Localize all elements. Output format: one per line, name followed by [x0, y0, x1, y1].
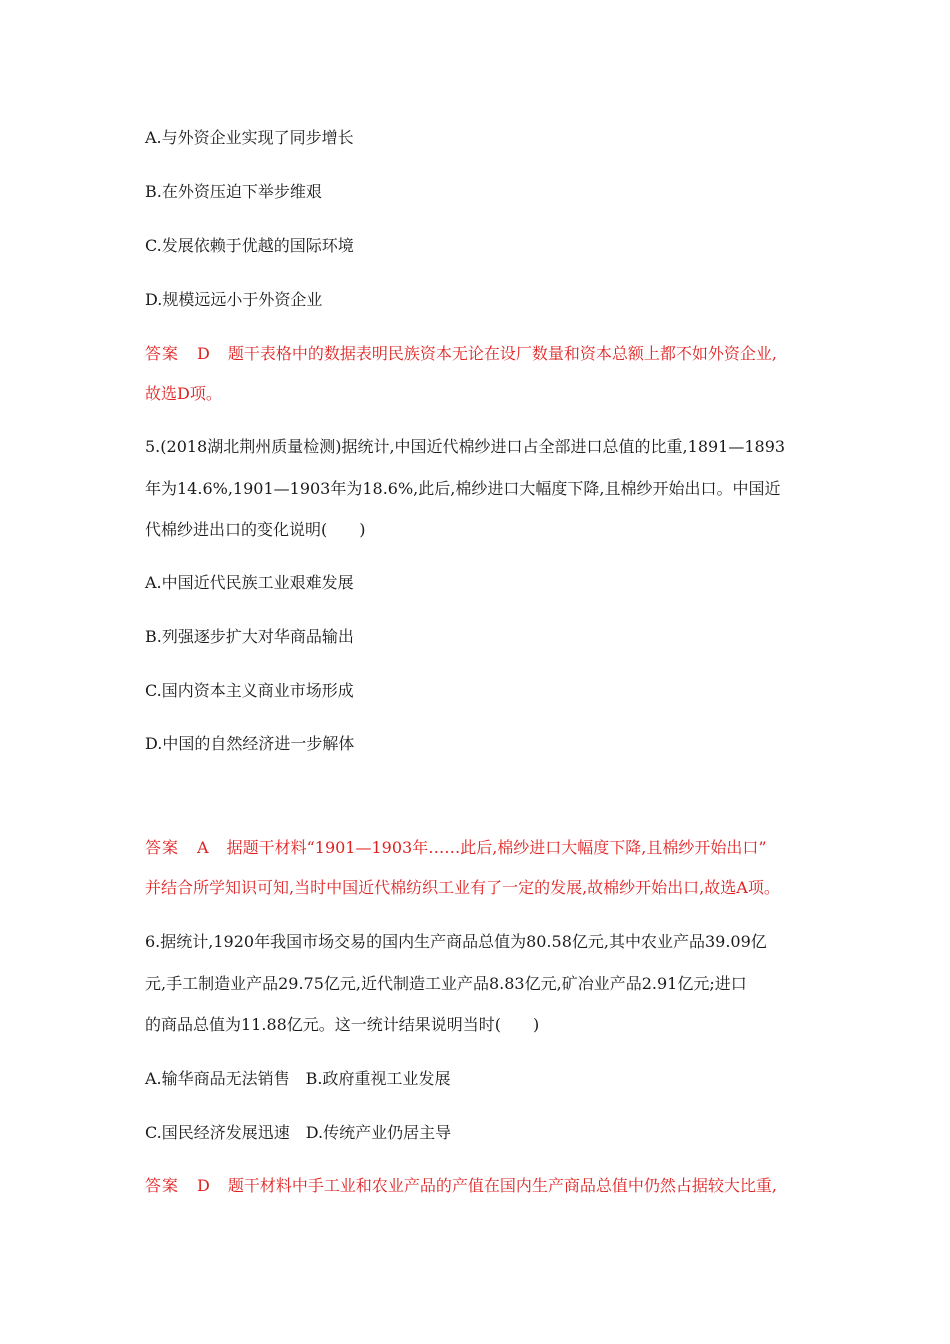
q6-stem-line-3: 的商品总值为11.88亿元。这一统计结果说明当时( ) — [145, 1015, 540, 1034]
q4-answer-letter: D — [197, 344, 210, 363]
q5-stem-line-3: 代棉纱进出口的变化说明( ) — [145, 520, 366, 539]
q6-options-cd: C.国民经济发展迅速 D.传统产业仍居主导 — [145, 1123, 452, 1142]
q4-answer-line-1 — [145, 344, 777, 364]
q5-option-c: C.国内资本主义商业市场形成 — [145, 681, 354, 700]
q5-answer-letter: A — [197, 838, 209, 857]
q5-stem-line-2: 年为14.6%,1901—1903年为18.6%,此后,棉纱进口大幅度下降,且棉纱开始出口。中国近 — [145, 479, 781, 498]
q4-option-a: A.与外资企业实现了同步增长 — [145, 128, 354, 147]
q6-answer-tag: 答案 — [145, 1176, 180, 1195]
q4-answer-tag: 答案 — [145, 344, 180, 363]
q5-answer-tag: 答案 — [145, 838, 180, 857]
q5-answer-line-1 — [145, 838, 767, 858]
q4-answer-line-2: 故选D项。 — [145, 384, 222, 403]
q4-option-b: B.在外资压迫下举步维艰 — [145, 182, 322, 201]
q5-option-d: D.中国的自然经济进一步解体 — [145, 734, 355, 753]
q5-answer-text: 据题干材料“1901—1903年……此后,棉纱进口大幅度下降,且棉纱开始出口” — [226, 838, 767, 857]
q6-stem-line-1: 6.据统计,1920年我国市场交易的国内生产商品总值为80.58亿元,其中农业产品39.09亿 — [145, 932, 767, 951]
q5-answer-line-2: 并结合所学知识可知,当时中国近代棉纺织工业有了一定的发展,故棉纱开始出口,故选A项。 — [145, 878, 780, 897]
q6-answer-letter: D — [197, 1176, 210, 1195]
q5-stem-line-1: 5.(2018湖北荆州质量检测)据统计,中国近代棉纱进口占全部进口总值的比重,1891—1893 — [145, 437, 786, 456]
q6-answer-text: 题干材料中手工业和农业产品的产值在国内生产商品总值中仍然占据较大比重, — [227, 1176, 777, 1195]
q4-option-c: C.发展依赖于优越的国际环境 — [145, 236, 354, 255]
q5-option-a: A.中国近代民族工业艰难发展 — [145, 573, 354, 592]
q6-options-ab: A.输华商品无法销售 B.政府重视工业发展 — [145, 1069, 451, 1088]
q4-answer-text: 题干表格中的数据表明民族资本无论在设厂数量和资本总额上都不如外资企业, — [227, 344, 777, 363]
q6-stem-line-2: 元,手工制造业产品29.75亿元,近代制造工业产品8.83亿元,矿冶业产品2.91亿元;进口 — [145, 974, 747, 993]
q6-answer-line-1 — [145, 1176, 777, 1196]
q4-option-d: D.规模远远小于外资企业 — [145, 290, 323, 309]
q5-option-b: B.列强逐步扩大对华商品输出 — [145, 627, 354, 646]
